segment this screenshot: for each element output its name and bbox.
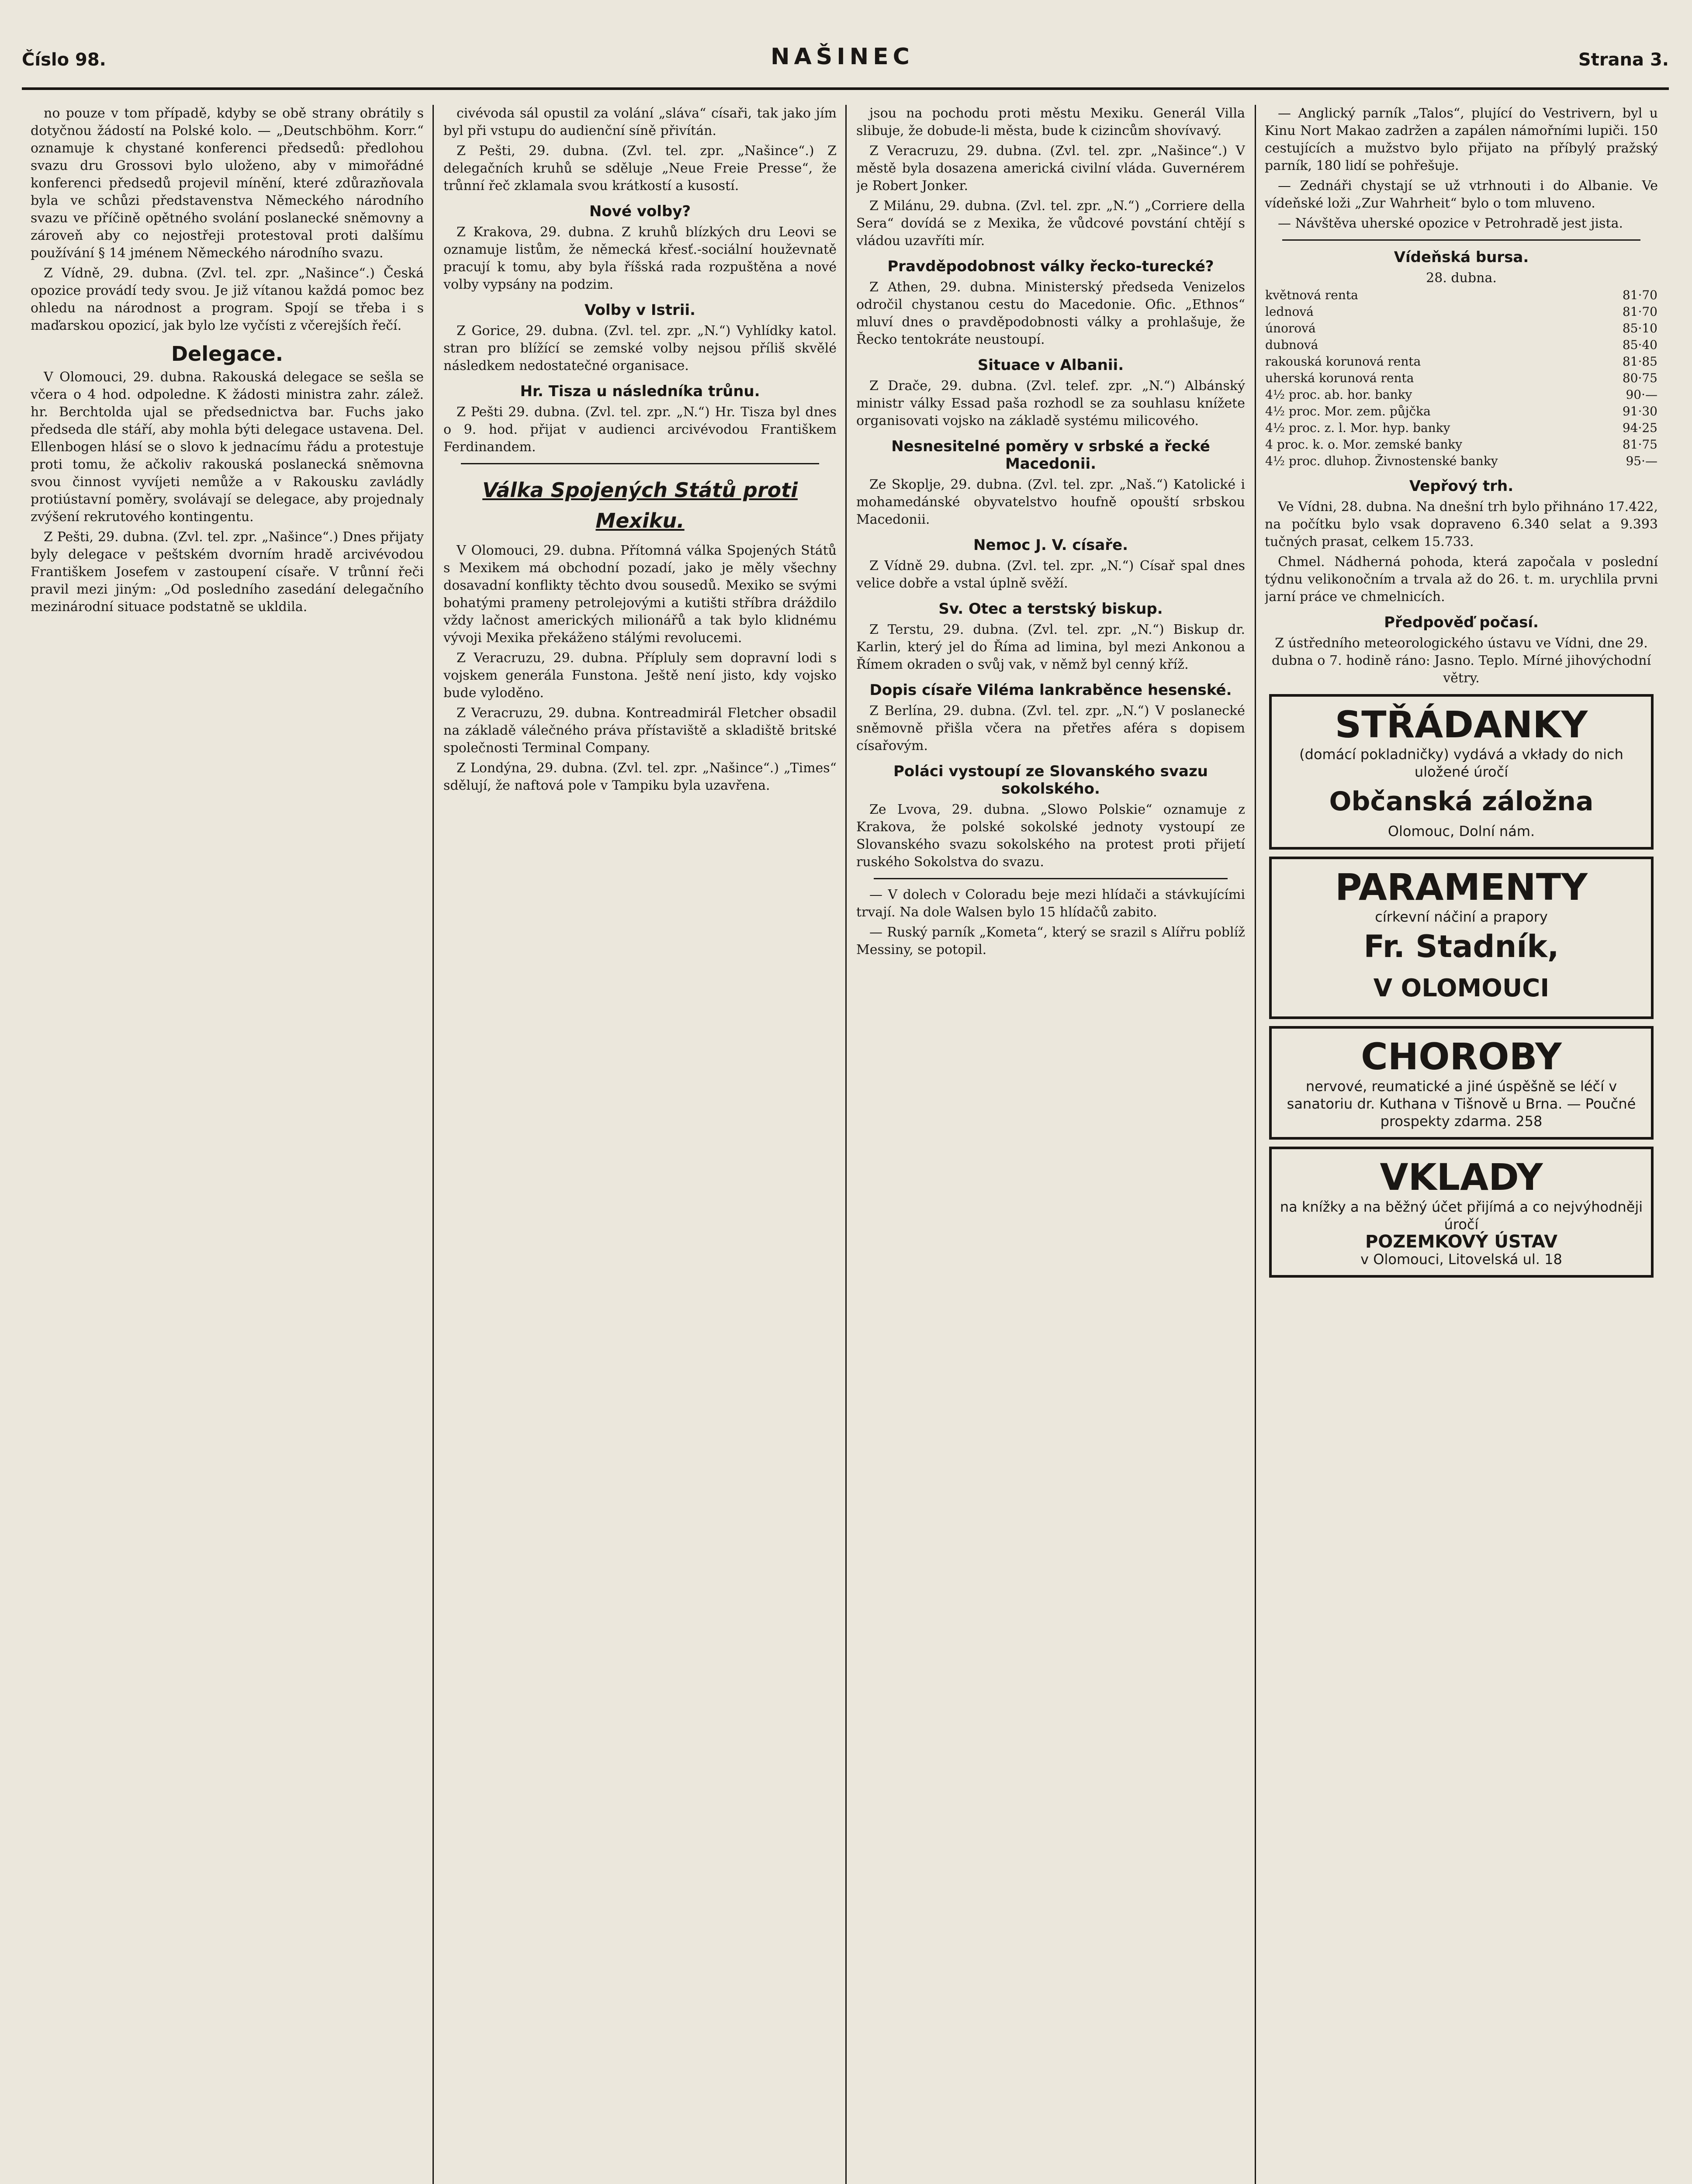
bursa-item: 4 proc. k. o. Mor. zemské banky: [1265, 437, 1463, 452]
bursa-row: [1265, 387, 1658, 403]
article-paragraph: — Zednáři chystají se už vtrhnouti i do Albanie. Ve vídeňské loži „Zur Wahrheit“ bylo o tom mluveno.: [1265, 178, 1658, 211]
article-heading: Vepřový trh.: [1409, 477, 1514, 495]
article-heading: Nesnesitelné poměry v srbské a řecké Macedonii.: [891, 438, 1210, 473]
article-paragraph: — Anglický parník „Talos“, plující do Vestrivern, byl u Kinu Nort Makao zadržen a zapálen námořními lupiči. 150 cestujících a mužstvo bylo přijato na příbylý pražský parník, 180 lidí se pohřešuje.: [1265, 106, 1658, 173]
article-paragraph: Z Terstu, 29. dubna. (Zvl. tel. zpr. „N.“) Biskup dr. Karlin, který jel do Říma ad limina, byl mezi Ankonou a Římem okraden o svůj vak, v němž byl cenný kříž.: [856, 622, 1245, 672]
bursa-value: 91·30: [1622, 404, 1657, 418]
bursa-value: 90·—: [1626, 387, 1657, 402]
advert-firm: POZEMKOVÝ ÚSTAV: [1365, 1232, 1558, 1252]
bursa-row: [1265, 304, 1658, 320]
bursa-row: [1265, 320, 1658, 337]
article-paragraph: Z Milánu, 29. dubna. (Zvl. tel. zpr. „N.“) „Corriere della Sera“ dovídá se z Mexika, že vůdcové povstání chtějí s vládou uzavříti mír.: [856, 198, 1245, 249]
article-paragraph: — Ruský parník „Kometa“, který se srazil s Alířru poblíž Messiny, se potopil.: [856, 925, 1245, 957]
advert-subtitle: církevní náčiní a prapory: [1375, 909, 1548, 925]
article-paragraph: V Olomouci, 29. dubna. Přítomná válka Spojených Států s Mexikem má obchodní pozadí, jako je měly všechny dosavadní konflikty těchto dvou sousedů. Mexiko se svými bohatými prameny petrolejovými a kutišti stříbra dráždilo vždy lačnost amerických milionářů a tak bylo klidnému vývoji Mexika překáženo stálými revolucemi.: [443, 543, 837, 646]
bursa-value: 81·70: [1622, 288, 1657, 302]
advert-paramenty: [1269, 857, 1654, 1019]
advert-stradanky: [1269, 694, 1654, 850]
bursa-value: 80·75: [1622, 371, 1657, 385]
article-paragraph: Ze Skoplje, 29. dubna. (Zvl. tel. zpr. „Naš.“) Katolické i mohamedánské obyvatelstvo houfně opouští srbskou Macedonii.: [856, 477, 1245, 527]
bursa-row: [1265, 337, 1658, 353]
bursa-row: [1265, 420, 1658, 436]
article-paragraph: Z Berlína, 29. dubna. (Zvl. tel. zpr. „N.“) V poslanecké sněmovně přišla včera na přetřes aféra s dopisem císařovým.: [856, 703, 1245, 753]
masthead-rule: [22, 87, 1669, 90]
article-paragraph: Z Veracruzu, 29. dubna. Kontreadmirál Fletcher obsadil na základě válečného práva přístaviště a skladiště britské společnosti Terminal Company.: [443, 705, 837, 756]
bursa-row: [1265, 403, 1658, 420]
article-paragraph: Ve Vídni, 28. dubna. Na dnešní trh bylo přihnáno 17.422, na počítku bylo vsak dopraveno 6.340 selat a 9.393 tučných prasat, celkem 15.733.: [1265, 499, 1658, 549]
advert-city: V OLOMOUCI: [1373, 974, 1550, 1002]
article-paragraph: Z Gorice, 29. dubna. (Zvl. tel. zpr. „N.“) Vyhlídky katol. stran pro blížící se zemské volby nejsou příliš skvělé následkem nedostatečné organisace.: [443, 323, 837, 373]
article-paragraph: Z Veracruzu, 29. dubna. (Zvl. tel. zpr. „Našince“.) V městě byla dosazena americká civilní vláda. Guvernérem je Robert Jonker.: [856, 143, 1245, 194]
issue-number: Číslo 98.: [22, 50, 106, 70]
column-4: [1265, 105, 1658, 2184]
advert-subtitle: (domácí pokladničky) vydává a vkłady do nich uložené úročí: [1299, 746, 1623, 780]
advert-address: v Olomouci, Litovelská ul. 18: [1360, 1251, 1562, 1268]
bursa-row: [1265, 436, 1658, 453]
bursa-item: 4½ proc. ab. hor. banky: [1265, 387, 1412, 402]
masthead: [22, 17, 1669, 70]
bursa-item: květnová renta: [1265, 288, 1358, 302]
bursa-item: 4½ proc. dluhop. Živnostenské banky: [1265, 454, 1498, 468]
article-heading: Volby v Istrii.: [585, 301, 695, 319]
article-paragraph: Z Pešti 29. dubna. (Zvl. tel. zpr. „N.“) Hr. Tisza byl dnes o 9. hod. přijat v audienci arcivévodou Františkem Ferdinandem.: [443, 404, 837, 455]
article-heading: Nové volby?: [589, 203, 691, 220]
article-heading: Nemoc J. V. císaře.: [973, 536, 1128, 554]
advert-title: STŘÁDANKY: [1335, 703, 1588, 746]
bursa-row: [1265, 287, 1658, 304]
bursa-item: únorová: [1265, 321, 1316, 335]
article-paragraph: — Návštěva uherské opozice v Petrohradě jest jista.: [1278, 216, 1623, 231]
article-paragraph: no pouze v tom případě, kdyby se obě strany obrátily s dotyčnou žádostí na Polské kolo. — „Deutschböhm. Korr.“ oznamuje k chystané konferenci předsedů: předlohou svazu dru Grossovi bylo uloženo, aby v mimořádné konferenci předsedů projevil mínění, které zdůrazňovala byla ve schůzi představenstva Německého národního svazu ve příčině opětného svolání poslanecké sněmovny a zároveň aby co nejostřeji protestoval proti dalšímu používání § 14 jménem Německého národního svazu.: [31, 106, 424, 261]
bursa-item: lednová: [1265, 304, 1314, 319]
divider: [874, 878, 1228, 879]
bursa-table: [1265, 287, 1658, 470]
column-divider: [845, 105, 847, 2184]
bursa-item: dubnová: [1265, 338, 1318, 352]
bursa-item: rakouská korunová renta: [1265, 354, 1421, 369]
bursa-value: 94·25: [1622, 421, 1657, 435]
column-2: [443, 105, 837, 2184]
article-paragraph: Z Krakova, 29. dubna. Z kruhů blízkých dru Leovi se oznamuje listům, že německá křesť.-sociální houževnatě pracují k tomu, aby byla říšská rada rozpuštěna a nové volby vypsány na podzim.: [443, 225, 837, 292]
article-heading: Hr. Tisza u následníka trůnu.: [520, 383, 760, 400]
article-heading: Situace v Albanii.: [977, 356, 1124, 374]
advert-choroby: [1269, 1026, 1654, 1140]
bursa-value: 85·10: [1622, 321, 1657, 335]
article-paragraph: Chmel. Nádherná pohoda, která započala v poslední týdnu velikonočním a trvala až do 26. t. m. urychlila prvni jarní práce ve chmelnicích.: [1265, 554, 1658, 605]
article-paragraph: Z Drače, 29. dubna. (Zvl. telef. zpr. „N.“) Albánský ministr války Essad paša rozhodl se za souhlasu knížete organisovati vojsko na základě systému milicového.: [856, 378, 1245, 429]
bursa-row: [1265, 453, 1658, 470]
bursa-row: [1265, 353, 1658, 370]
bursa-value: 81·85: [1622, 354, 1657, 369]
bursa-value: 81·75: [1622, 437, 1657, 452]
article-heading: Pravděpodobnost války řecko-turecké?: [887, 258, 1214, 275]
divider: [461, 463, 819, 464]
bursa-row: [1265, 370, 1658, 387]
newspaper-title: NAŠINEC: [771, 44, 914, 70]
article-paragraph: Z Veracruzu, 29. dubna. Přípluly sem dopravní lodi s vojskem generála Funstona. Ještě není jisto, kdy vojsko bude vyloděno.: [443, 650, 837, 701]
advert-bank: Občanská záložna: [1329, 786, 1594, 817]
article-paragraph: Z Athen, 29. dubna. Ministerský předseda Venizelos odročil chystanou cestu do Macedonie. Ofic. „Ethnos“ mluví dnes o pravděpodobnosti války a prohlašuje, že Řecko tentokráte neustoupí.: [856, 280, 1245, 347]
column-divider: [433, 105, 434, 2184]
bursa-item: 4½ proc. Mor. zem. půjčka: [1265, 404, 1431, 418]
article-heading: Dopis císaře Viléma lankraběnce hesenské.: [869, 681, 1232, 699]
article-paragraph: V Olomouci, 29. dubna. Rakouská delegace se sešla se včera o 4 hod. odpoledne. K žádosti ministra zahr. zálež. hr. Berchtolda ujal se předsednictva bar. Fuchs jako předseda dle stáří, aby mohla býti delegace ustavena. Del. Ellenbogen hlásí se o slovo k jednacímu řádu a protestuje proti tomu, že ačkoliv rakouská poslanecká sněmovna svou činnost vyvíjeti nemůže a v Rakousku zavládly protiústavní poměry, svolávají se delegace, aby projednaly zvýšení rekrutového kontingentu.: [31, 370, 424, 525]
advert-title: CHOROBY: [1361, 1035, 1562, 1078]
divider: [1282, 239, 1640, 241]
bursa-value: 95·—: [1626, 454, 1657, 468]
article-paragraph: Z Pešti, 29. dubna. (Zvl. tel. zpr. „Našince“.) Z delegačních kruhů se sděluje „Neue Freie Presse“, že trůnní řeč zklamala svou krátkostí a kusostí.: [443, 143, 837, 194]
advert-title: PARAMENTY: [1335, 866, 1588, 909]
advert-vklady: [1269, 1147, 1654, 1278]
advert-text: nervové, reumatické a jiné úspěšně se léčí v sanatoriu dr. Kuthana v Tišnově u Brna. — Poučné prospekty zdarma. 258: [1287, 1078, 1636, 1130]
section-heading: Delegace.: [171, 342, 284, 366]
weather-heading: Předpověď počasí.: [1384, 614, 1539, 631]
advert-firm: Fr. Stadník,: [1363, 929, 1559, 964]
advert-title: VKLADY: [1380, 1156, 1543, 1199]
stock-exchange-box: [1265, 249, 1658, 470]
weather-text: Z ústředního meteorologického ústavu ve Vídni, dne 29. dubna o 7. hodině ráno: Jasno. Teplo. Mírné jihovýchodní větry.: [1271, 636, 1651, 686]
article-paragraph: Z Vídně, 29. dubna. (Zvl. tel. zpr. „Našince“.) Česká opozice provádí tedy svou. Je již vítanou každá pomoc bez ohledu na národnost a program. Spojí se třeba i s maďarskou opozicí, jak bylo lze vyčísti z včerejších řečí.: [31, 266, 424, 333]
article-paragraph: jsou na pochodu proti městu Mexiku. Generál Villa slibuje, že dobude-li města, bude k cizincům shovívavý.: [856, 106, 1245, 138]
bursa-item: 4½ proc. z. l. Mor. hyp. banky: [1265, 421, 1450, 435]
column-3: [856, 105, 1245, 2184]
column-1: [31, 105, 424, 2184]
bursa-heading: Vídeňská bursa.: [1394, 249, 1529, 266]
article-paragraph: civévoda sál opustil za volání „sláva“ císaři, tak jako jím byl při vstupu do audienční síně přivítán.: [443, 106, 837, 138]
bursa-date: 28. dubna.: [1426, 270, 1497, 286]
bursa-value: 81·70: [1622, 304, 1657, 319]
article-paragraph: — V dolech v Coloradu beje mezi hlídači a stávkujícími trvají. Na dole Walsen bylo 15 hlídačů zabito.: [856, 887, 1245, 920]
bursa-item: uherská korunová renta: [1265, 371, 1414, 385]
section-heading: Válka Spojených Států proti Mexiku.: [482, 478, 798, 532]
page-number: Strana 3.: [1578, 50, 1669, 70]
article-heading: Poláci vystoupí ze Slovanského svazu sokolského.: [893, 763, 1208, 798]
article-paragraph: Z Londýna, 29. dubna. (Zvl. tel. zpr. „Našince“.) „Times“ sdělují, že naftová pole v Tampiku byla uzavřena.: [443, 760, 837, 793]
advert-text: na knížky a na běžný účet přijímá a co nejvýhodněji úročí: [1280, 1199, 1643, 1233]
bursa-value: 85·40: [1622, 338, 1657, 352]
newspaper-page: [22, 17, 1669, 2184]
article-paragraph: Ze Lvova, 29. dubna. „Slowo Polskie“ oznamuje z Krakova, že polské sokolské jednoty vystoupí ze Slovanského svazu sokolského na protest proti přijetí ruského Sokolstva do svazu.: [856, 802, 1245, 870]
article-heading: Sv. Otec a terstský biskup.: [938, 600, 1163, 618]
article-paragraph: Z Vídně 29. dubna. (Zvl. tel. zpr. „N.“) Císař spal dnes velice dobře a vstal úplně svěží.: [856, 558, 1245, 591]
column-divider: [1255, 105, 1256, 2184]
article-paragraph: Z Pešti, 29. dubna. (Zvl. tel. zpr. „Našince“.) Dnes přijaty byly delegace v peštském dvorním hradě arcivévodou Františkem Josefem v zastoupení císaře. V trůnní řeči pravil mezi jiným: „Od posledního zasedání delegačního mezinárodní situace podstatně se ukldila.: [31, 529, 424, 615]
advert-address: Olomouc, Dolní nám.: [1388, 823, 1535, 840]
